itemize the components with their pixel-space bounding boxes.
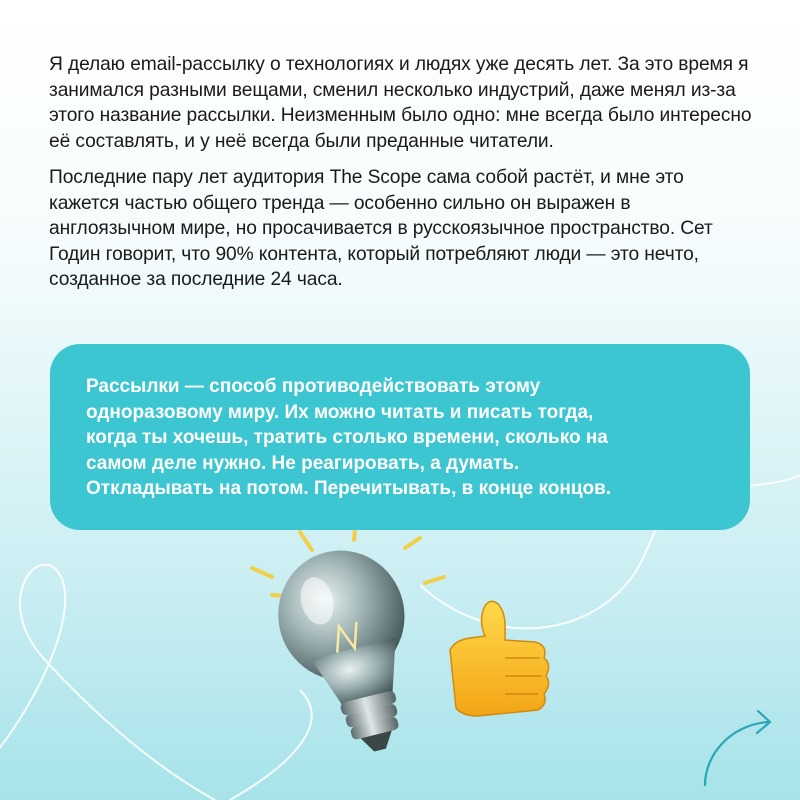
thumbs-up-icon <box>450 601 549 716</box>
article-text <box>49 52 754 304</box>
wavy-line-bottom <box>230 690 312 800</box>
quote-card <box>50 344 750 530</box>
wavy-line <box>0 565 215 800</box>
paragraph: Я делаю email-рассылку о технологиях и людях уже десять лет. За это время я занимался разными вещами, сменил несколько индустрий, даже менял из-за этого название рассылки. Неизменным было одно: мне всегда было интересно её составлять, и у неё всегда были преданные читатели. <box>49 54 752 152</box>
paragraph: Последние пару лет аудитория The Scope сама собой растёт, и мне это кажется частью общего тренда — особенно сильно он выражен в англоязычном мире, но просачивается в русскоязычное пространство. Сет Годин говорит, что 90% контента, который потребляют люди — это нечто, созданное за последние 24 часа. <box>49 167 713 290</box>
light-bulb-icon <box>252 518 444 767</box>
quote-text: Рассылки — способ противодействовать этому одноразовому миру. Их можно читать и писать тогда, когда ты хочешь, тратить столько времени, сколько на самом деле нужно. Не реагировать, а думать. Откладывать на потом. Перечитывать, в конце концов. <box>86 376 612 499</box>
arrow-icon <box>705 711 770 785</box>
